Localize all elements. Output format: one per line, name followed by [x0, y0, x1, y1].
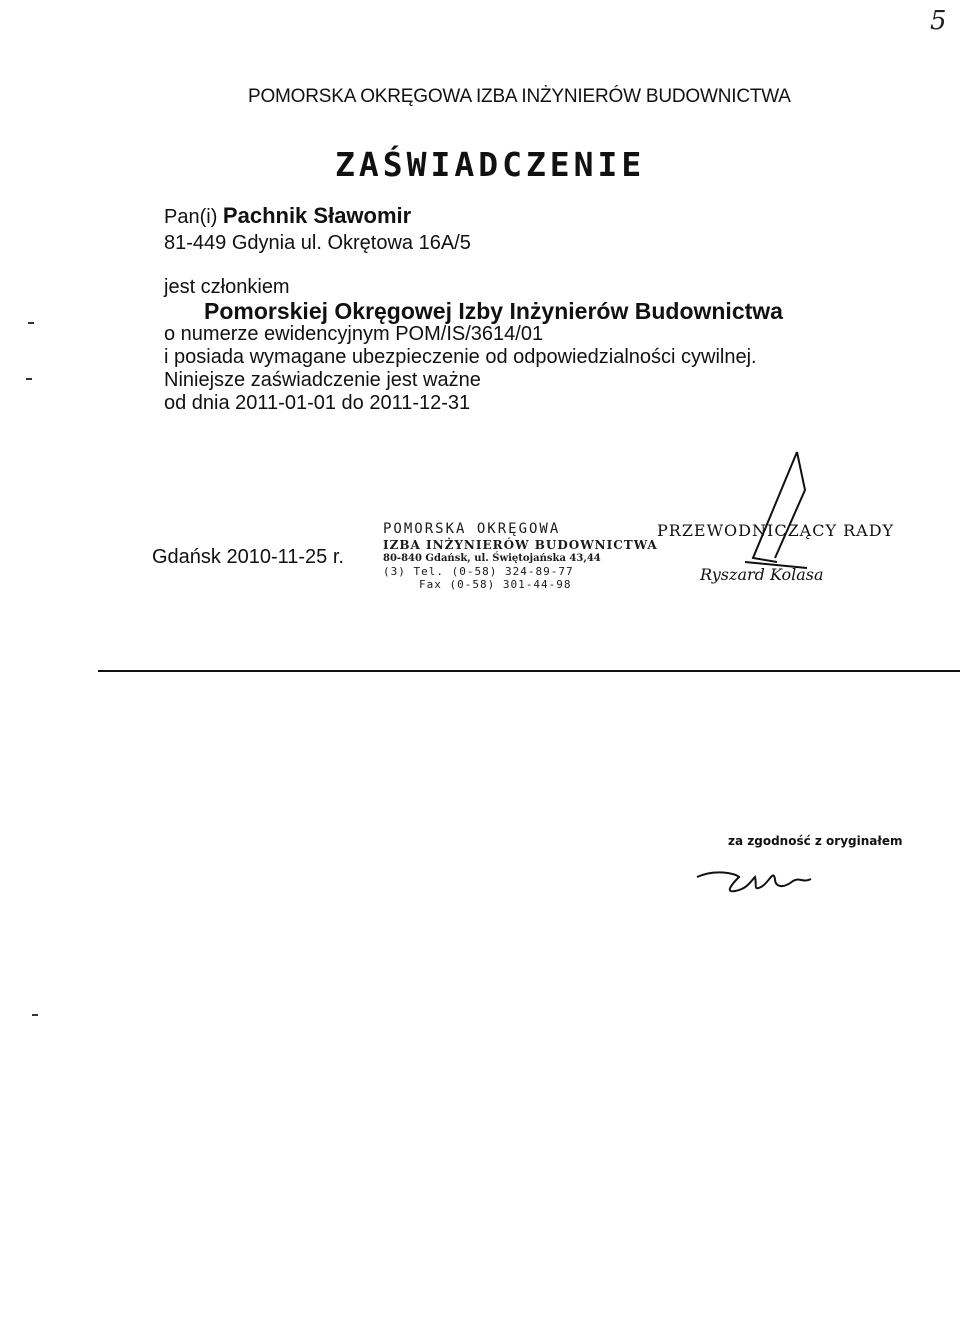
signatory-title: PRZEWODNICZĄCY RADY — [657, 521, 895, 540]
page-number: 5 — [930, 6, 947, 36]
stamp-line-3: 80-840 Gdańsk, ul. Świętojańska 43,44 — [383, 553, 601, 564]
margin-mark — [28, 322, 34, 324]
member-intro: jest członkiem — [164, 276, 290, 298]
validity-line: Niniejsze zaświadczenie jest ważne — [164, 369, 481, 391]
place-date: Gdańsk 2010-11-25 r. — [152, 546, 344, 568]
official-stamp — [383, 521, 658, 591]
recipient-line — [164, 203, 411, 229]
stamp-line-4: (3) Tel. (0-58) 324-89-77 — [383, 565, 574, 578]
certification-note: za zgodność z oryginałem — [728, 834, 903, 848]
margin-mark — [32, 1014, 38, 1016]
signature-icon — [715, 450, 825, 580]
document-title: ZAŚWIADCZENIE — [335, 145, 646, 184]
stamp-line-5: Fax (0-58) 301-44-98 — [419, 578, 572, 591]
initials-signature-icon — [695, 855, 815, 915]
recipient-address: 81-449 Gdynia ul. Okrętowa 16A/5 — [164, 232, 471, 254]
chamber-name: Pomorskiej Okręgowej Izby Inżynierów Budownictwa — [204, 298, 783, 324]
stamp-line-2: IZBA INŻYNIERÓW BUDOWNICTWA — [383, 538, 658, 552]
registry-number-line: o numerze ewidencyjnym POM/IS/3614/01 — [164, 323, 544, 345]
signatory-name: Ryszard Kolasa — [700, 565, 824, 584]
recipient-prefix: Pan(i) — [164, 206, 218, 228]
horizontal-rule — [98, 670, 960, 672]
insurance-line: i posiada wymagane ubezpieczenie od odpowiedzialności cywilnej. — [164, 346, 757, 368]
recipient-name: Pachnik Sławomir — [222, 203, 412, 228]
organization-header: POMORSKA OKRĘGOWA IZBA INŻYNIERÓW BUDOWNICTWA — [248, 86, 791, 107]
date-range-line: od dnia 2011-01-01 do 2011-12-31 — [164, 392, 471, 414]
stamp-line-1: POMORSKA OKRĘGOWA — [383, 521, 561, 537]
margin-mark — [26, 378, 32, 380]
